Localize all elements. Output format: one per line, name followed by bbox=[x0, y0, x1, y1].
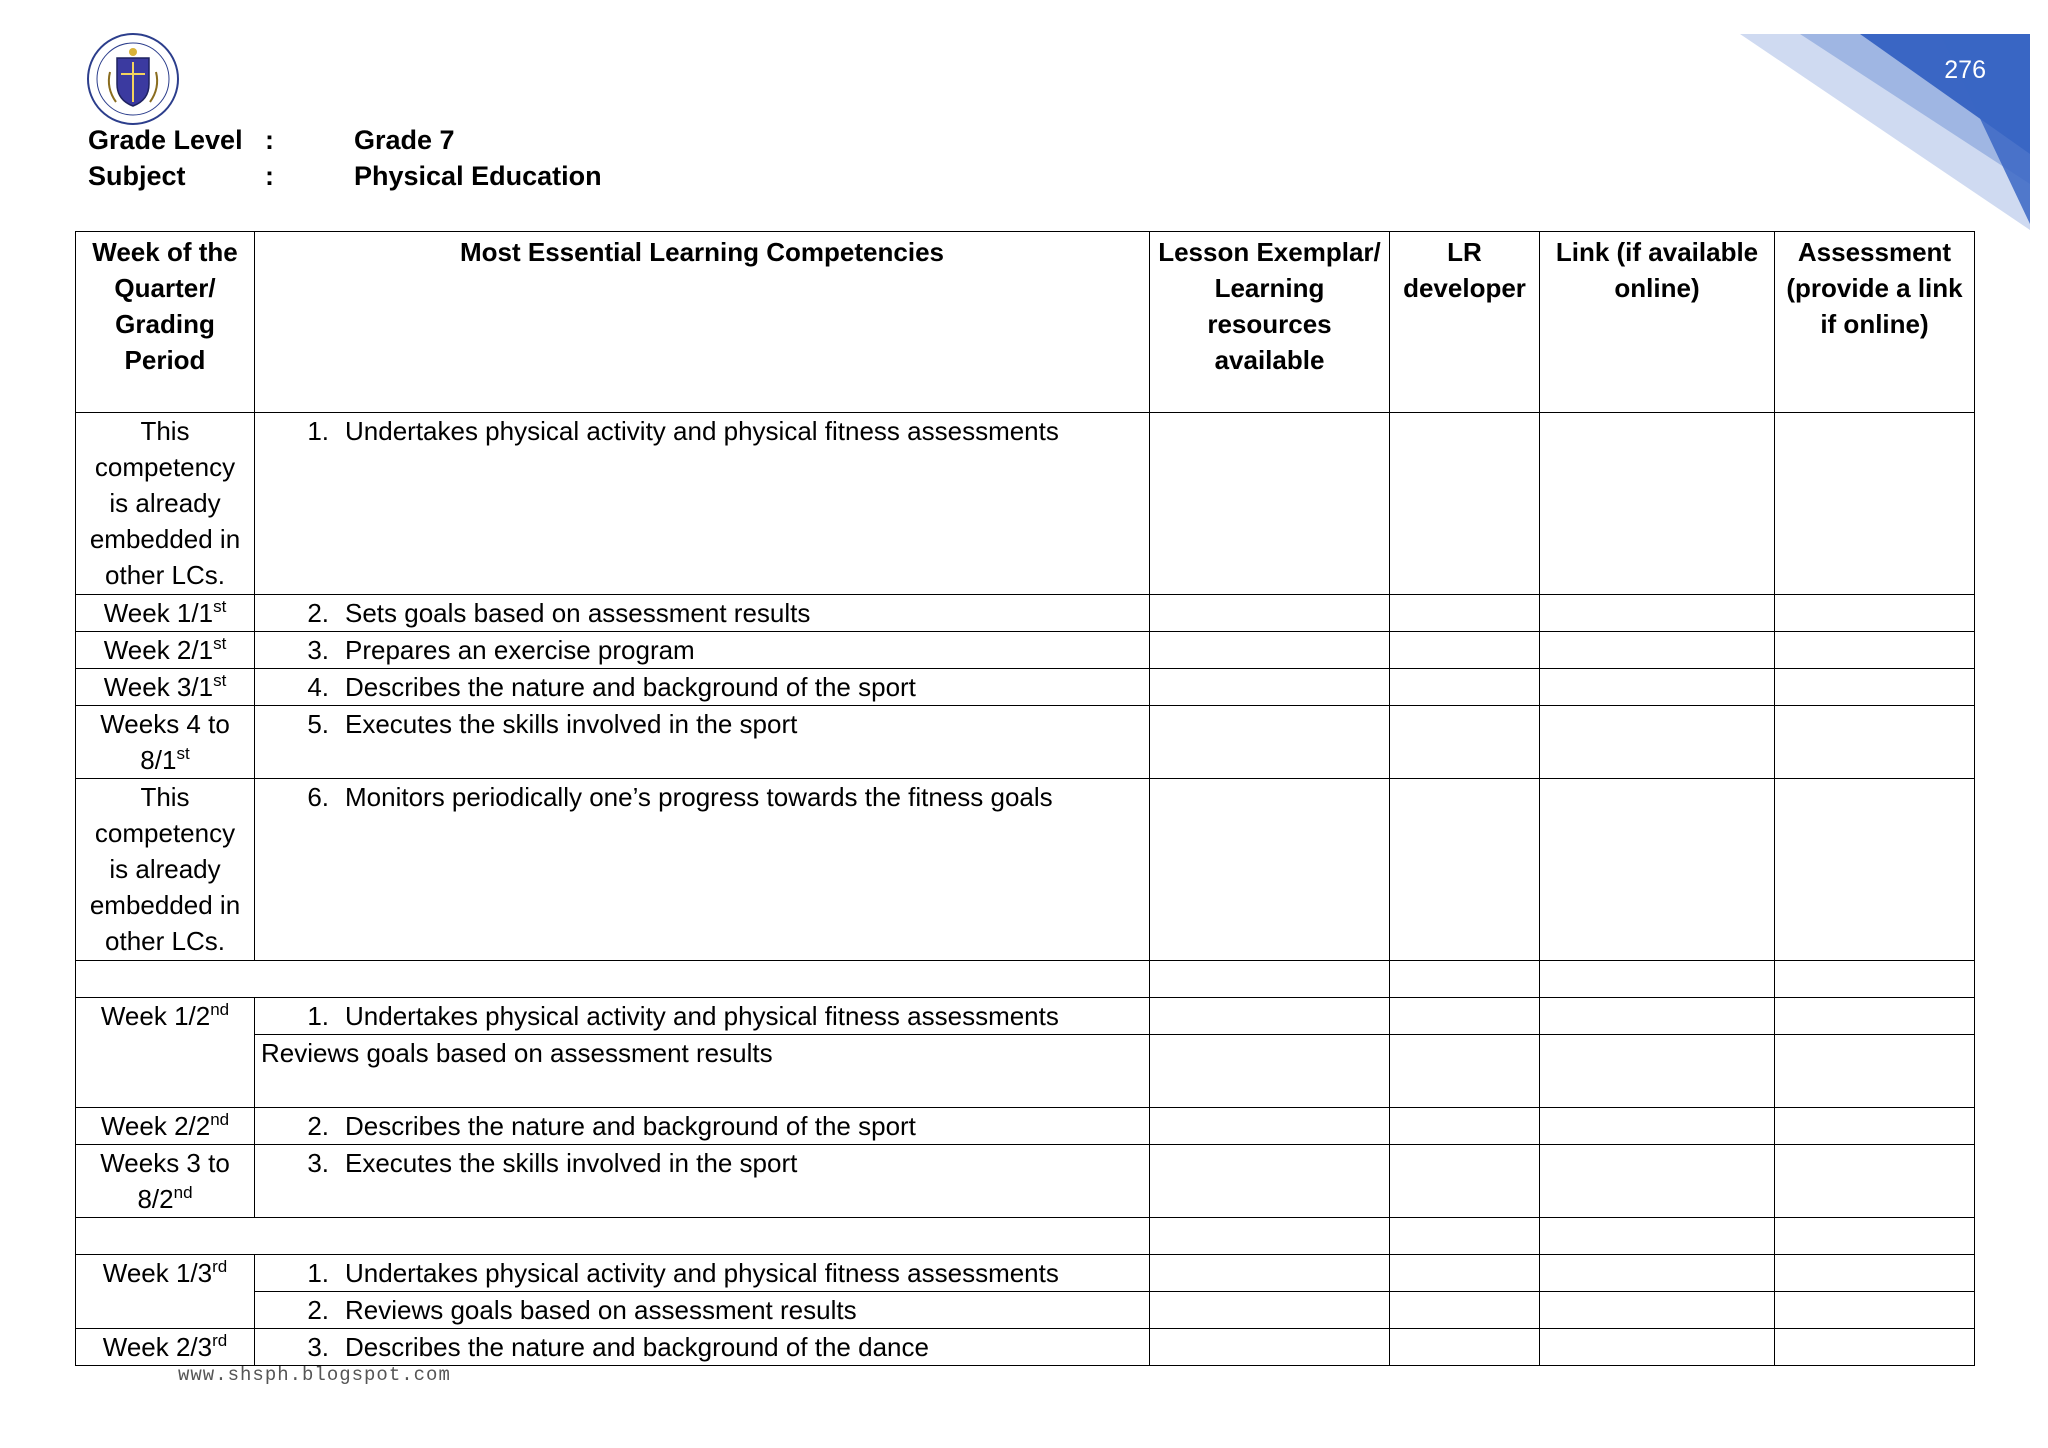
grade-level-row bbox=[88, 122, 688, 158]
week-text: Week 1/1 bbox=[103, 598, 214, 628]
week-cell bbox=[76, 1255, 255, 1329]
competency-cell bbox=[255, 1108, 1150, 1145]
competency-text: Monitors periodically one’s progress towards the fitness goals bbox=[345, 782, 1053, 812]
competency-text: Sets goals based on assessment results bbox=[345, 598, 811, 628]
week-text: Week 1/3 bbox=[102, 1258, 213, 1288]
week-text: Week 2/1 bbox=[103, 635, 214, 665]
week-cell bbox=[76, 998, 255, 1108]
colon: : bbox=[265, 161, 274, 191]
header-link: Link (if available online) bbox=[1540, 232, 1775, 413]
table-row bbox=[76, 595, 1975, 632]
item-number: 2. bbox=[307, 1111, 329, 1141]
competency-text: Describes the nature and background of the sport bbox=[345, 672, 916, 702]
week-ordinal: rd bbox=[212, 1257, 228, 1276]
competency-text: Undertakes physical activity and physical fitness assessments bbox=[345, 1001, 1059, 1031]
week-ordinal: rd bbox=[212, 1331, 228, 1350]
week-ordinal: nd bbox=[173, 1183, 193, 1202]
item-number: 5. bbox=[307, 709, 329, 739]
week-ordinal: st bbox=[213, 634, 227, 653]
subject-label: Subject bbox=[88, 161, 186, 191]
footer-url: www.shsph.blogspot.com bbox=[178, 1364, 451, 1386]
week-cell: This competency is already embedded in other LCs. bbox=[76, 413, 255, 595]
competency-text: Reviews goals based on assessment results bbox=[345, 1295, 857, 1325]
table-row bbox=[76, 632, 1975, 669]
item-number: 2. bbox=[307, 1295, 329, 1325]
table-row bbox=[76, 1108, 1975, 1145]
item-number: 1. bbox=[307, 1258, 329, 1288]
competency-text: Undertakes physical activity and physical fitness assessments bbox=[345, 1258, 1059, 1288]
week-text: Weeks 4 to 8/1 bbox=[100, 709, 230, 775]
item-number: 6. bbox=[307, 782, 329, 812]
week-cell bbox=[76, 1145, 255, 1218]
competency-cell bbox=[255, 669, 1150, 706]
table-row bbox=[76, 706, 1975, 779]
competency-cell bbox=[255, 1292, 1150, 1329]
header-melc: Most Essential Learning Competencies bbox=[255, 232, 1150, 413]
subject-value: Physical Education bbox=[354, 161, 602, 191]
competency-cell bbox=[255, 998, 1150, 1035]
table-row bbox=[76, 669, 1975, 706]
item-number: 3. bbox=[307, 1332, 329, 1362]
item-number: 1. bbox=[307, 416, 329, 446]
table-row bbox=[76, 1145, 1975, 1218]
item-number: 1. bbox=[307, 1001, 329, 1031]
document-meta bbox=[88, 122, 688, 194]
competency-cell bbox=[255, 779, 1150, 961]
corner-decoration bbox=[1740, 34, 2030, 230]
colon: : bbox=[265, 125, 274, 155]
week-cell bbox=[76, 706, 255, 779]
competency-cell bbox=[255, 632, 1150, 669]
table-row bbox=[76, 413, 1975, 595]
week-text: Week 1/2 bbox=[100, 1001, 211, 1031]
week-cell bbox=[76, 1329, 255, 1366]
competency-text: Reviews goals based on assessment results bbox=[261, 1038, 773, 1068]
competency-cell bbox=[255, 1329, 1150, 1366]
competency-text: Executes the skills involved in the sport bbox=[345, 1148, 798, 1178]
week-ordinal: nd bbox=[210, 1110, 230, 1129]
week-cell bbox=[76, 1108, 255, 1145]
week-cell bbox=[76, 595, 255, 632]
week-ordinal: nd bbox=[210, 1000, 230, 1019]
table-header-row bbox=[76, 232, 1975, 413]
competency-cell bbox=[255, 413, 1150, 595]
grade-level-value: Grade 7 bbox=[354, 125, 455, 155]
header-week: Week of the Quarter/ Grading Period bbox=[76, 232, 255, 413]
spacer-row bbox=[76, 961, 1975, 998]
week-ordinal: st bbox=[213, 671, 227, 690]
item-number: 3. bbox=[307, 1148, 329, 1178]
week-text: Week 3/1 bbox=[103, 672, 214, 702]
deped-seal-icon bbox=[86, 32, 180, 126]
competency-text: Describes the nature and background of the sport bbox=[345, 1111, 916, 1141]
competency-cell bbox=[255, 1145, 1150, 1218]
competency-cell bbox=[255, 706, 1150, 779]
table-row bbox=[76, 1329, 1975, 1366]
competency-cell bbox=[255, 1255, 1150, 1292]
subject-row bbox=[88, 158, 688, 194]
item-number: 2. bbox=[307, 598, 329, 628]
table-row bbox=[76, 779, 1975, 961]
table-row bbox=[76, 1292, 1975, 1329]
melc-table bbox=[75, 231, 1975, 1366]
header-lesson-exemplar: Lesson Exemplar/ Learning resources available bbox=[1150, 232, 1390, 413]
header-lr-developer: LR developer bbox=[1390, 232, 1540, 413]
spacer-row bbox=[76, 1218, 1975, 1255]
week-text: Week 2/2 bbox=[100, 1111, 211, 1141]
competency-text: Prepares an exercise program bbox=[345, 635, 695, 665]
week-cell: This competency is already embedded in other LCs. bbox=[76, 779, 255, 961]
table-row bbox=[76, 998, 1975, 1035]
page-number: 276 bbox=[1944, 56, 1986, 84]
week-cell bbox=[76, 669, 255, 706]
competency-text: Undertakes physical activity and physical fitness assessments bbox=[345, 416, 1059, 446]
item-number: 4. bbox=[307, 672, 329, 702]
competency-text: Describes the nature and background of the dance bbox=[345, 1332, 929, 1362]
grade-level-label: Grade Level bbox=[88, 125, 243, 155]
header-assessment: Assessment (provide a link if online) bbox=[1775, 232, 1975, 413]
week-ordinal: st bbox=[176, 744, 190, 763]
week-text: Weeks 3 to 8/2 bbox=[100, 1148, 230, 1214]
week-ordinal: st bbox=[213, 597, 227, 616]
week-cell bbox=[76, 632, 255, 669]
competency-text: Executes the skills involved in the sport bbox=[345, 709, 798, 739]
competency-cell bbox=[255, 595, 1150, 632]
table-row bbox=[76, 1035, 1975, 1108]
competency-cell bbox=[255, 1035, 1150, 1108]
table-row bbox=[76, 1255, 1975, 1292]
week-text: Week 2/3 bbox=[102, 1332, 213, 1362]
item-number: 3. bbox=[307, 635, 329, 665]
